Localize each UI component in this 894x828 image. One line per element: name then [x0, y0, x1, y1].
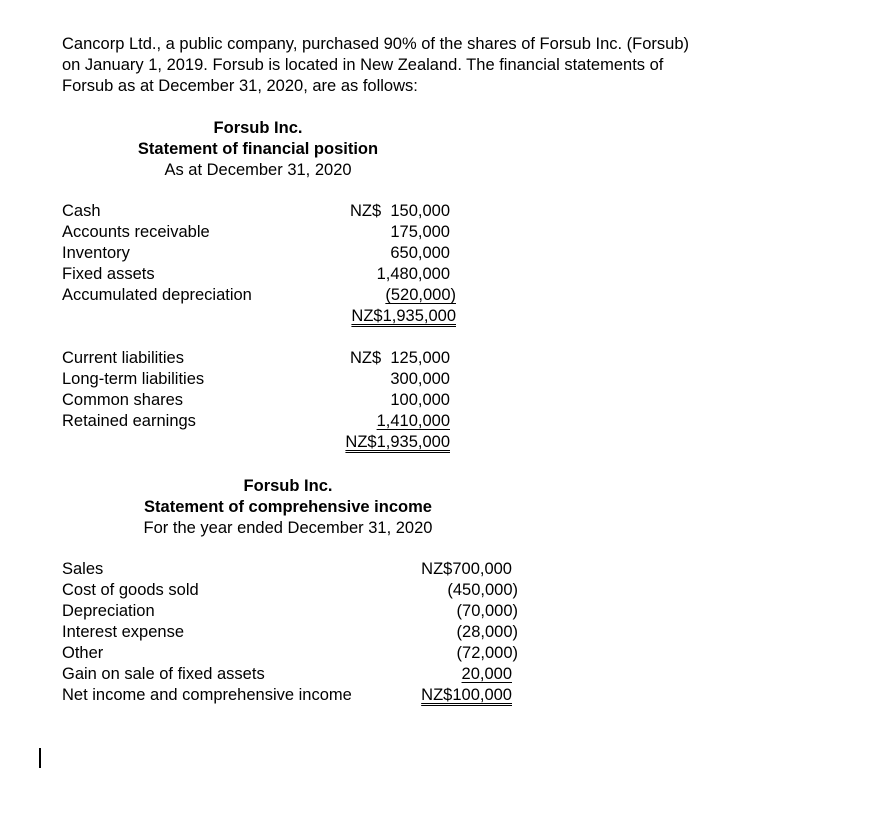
sci-item-row: [62, 622, 522, 643]
sci-item-row: [62, 559, 522, 580]
sfp-liabilities-total-row: [62, 432, 462, 453]
sfp-asset-row: [62, 201, 462, 222]
row-label: Common shares: [62, 391, 184, 409]
row-label: Gain on sale of fixed assets: [62, 665, 265, 683]
sfp-asset-row: [62, 222, 462, 243]
row-amount: 1,480,000: [376, 265, 450, 283]
sfp-assets: [62, 201, 462, 327]
sci-item-row: [62, 643, 522, 664]
sci-company: Forsub Inc.: [243, 477, 333, 495]
sfp-assets-total-row: [62, 306, 462, 327]
row-label: Current liabilities: [62, 349, 184, 367]
sfp-liability-row: [62, 348, 462, 369]
text-cursor: [39, 748, 41, 768]
sfp-liabilities: [62, 348, 462, 453]
intro-paragraph: [62, 34, 782, 97]
row-label: Fixed assets: [62, 265, 155, 283]
row-amount: 20,000: [461, 665, 512, 683]
sci-item-row: [62, 580, 522, 601]
row-label: Cost of goods sold: [62, 581, 199, 599]
sfp-asset-row: [62, 264, 462, 285]
intro-line: Cancorp Ltd., a public company, purchased 90% of the shares of Forsub Inc. (Forsub): [62, 35, 690, 53]
row-amount: (28,000): [456, 623, 518, 641]
row-amount: 1,410,000: [376, 412, 450, 430]
net-income-label: Net income and comprehensive income: [62, 686, 352, 704]
row-label: Cash: [62, 202, 101, 220]
row-amount: (450,000): [447, 581, 518, 599]
sci-item-row: [62, 664, 522, 685]
row-label: Inventory: [62, 244, 130, 262]
sci-items: [62, 559, 522, 706]
intro-line: Forsub as at December 31, 2020, are as follows:: [62, 77, 418, 95]
row-amount: NZ$700,000: [421, 560, 512, 578]
sfp-liability-row: [62, 411, 462, 432]
row-amount: NZ$ 125,000: [350, 349, 450, 367]
row-amount: (520,000): [385, 286, 456, 304]
sfp-liability-row: [62, 369, 462, 390]
row-label: Retained earnings: [62, 412, 196, 430]
row-label: Long-term liabilities: [62, 370, 205, 388]
sci-period: For the year ended December 31, 2020: [143, 519, 433, 537]
row-amount: 650,000: [390, 244, 450, 262]
row-label: Sales: [62, 560, 104, 578]
sfp-liability-row: [62, 390, 462, 411]
sfp-title: Statement of financial position: [137, 140, 379, 158]
row-amount: 175,000: [390, 223, 450, 241]
row-label: Interest expense: [62, 623, 184, 641]
row-amount: 300,000: [390, 370, 450, 388]
sci-item-row: [62, 601, 522, 622]
sfp-asset-row: [62, 285, 462, 306]
assets-total: NZ$1,935,000: [351, 307, 456, 325]
liabilities-total: NZ$1,935,000: [345, 433, 450, 451]
sci-title: Statement of comprehensive income: [144, 498, 432, 516]
sfp-heading: [118, 118, 398, 181]
net-income-amount: NZ$100,000: [421, 686, 512, 704]
row-amount: NZ$ 150,000: [350, 202, 450, 220]
sfp-company: Forsub Inc.: [213, 119, 303, 137]
sci-net-row: [62, 685, 522, 706]
sci-heading: [118, 476, 458, 539]
row-label: Accounts receivable: [62, 223, 210, 241]
intro-line: on January 1, 2019. Forsub is located in New Zealand. The financial statements of: [62, 56, 664, 74]
row-label: Other: [62, 644, 104, 662]
row-amount: (70,000): [456, 602, 518, 620]
row-amount: 100,000: [390, 391, 450, 409]
sfp-date: As at December 31, 2020: [164, 161, 352, 179]
row-label: Accumulated depreciation: [62, 286, 252, 304]
sfp-asset-row: [62, 243, 462, 264]
row-label: Depreciation: [62, 602, 155, 620]
row-amount: (72,000): [456, 644, 518, 662]
